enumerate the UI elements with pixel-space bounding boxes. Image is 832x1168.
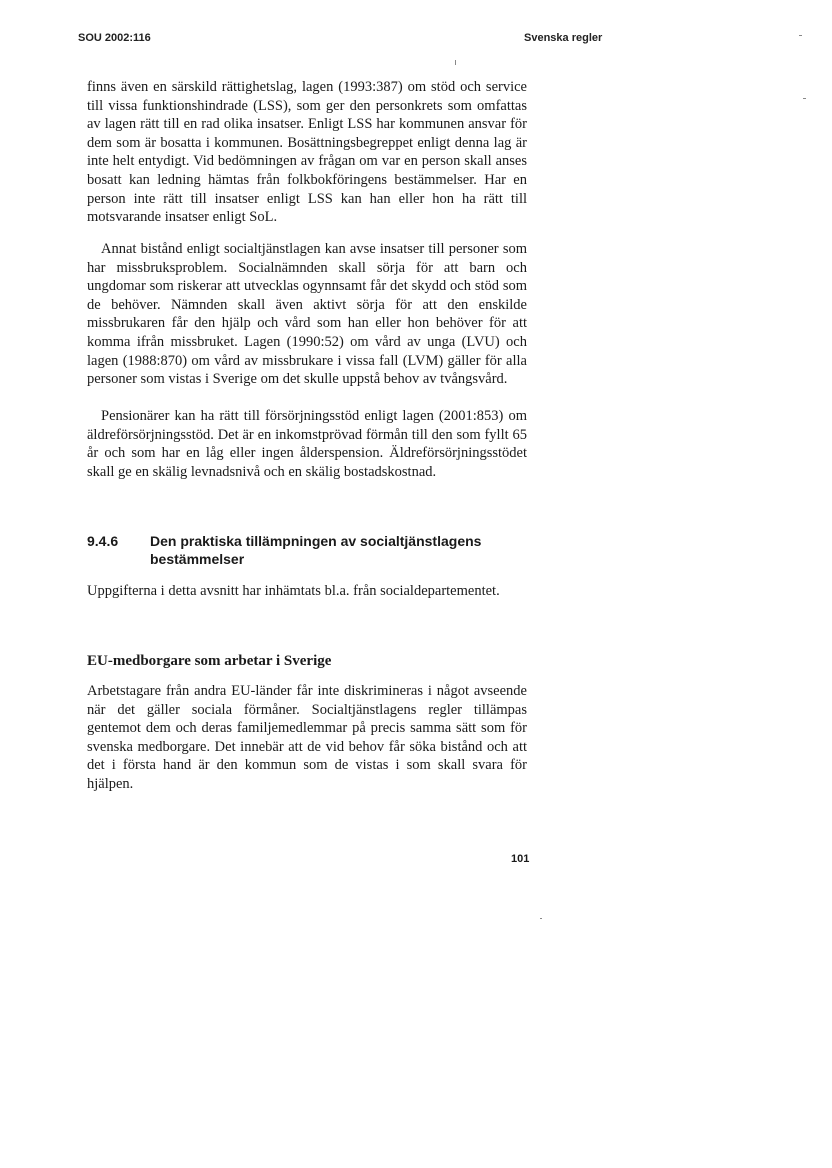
running-header-left: SOU 2002:116	[78, 32, 151, 44]
section-title: Den praktiska tillämpningen av socialtjänstlagens bestämmelser	[150, 533, 482, 567]
section-number: 9.4.6	[87, 533, 119, 549]
running-header-right: Svenska regler	[524, 32, 603, 44]
body-paragraph: finns även en särskild rättighetslag, lagen (1993:387) om stöd och service till vissa funktionshindrade (LSS), som ger den personkrets som omfattas av lagen rätt till en rad olika insatser. Enligt LSS har kommunen ansvar för dem som är bosatta i kommunen. Bosättningsbegreppet enligt denna lag är inte helt entydigt. Vid bedömningen av frågan om var en person skall anses bosatt kan ledning hämtas från folkbokföringens bestämmelser. Har en person inte rätt till insatser enligt LSS kan han eller hon ha rätt till motsvarande insatser enligt SoL.	[87, 79, 527, 226]
scan-speck	[455, 60, 456, 65]
section-heading	[87, 532, 527, 568]
subsection-heading: EU-medborgare som arbetar i Sverige	[87, 653, 332, 669]
page-number: 101	[511, 853, 530, 865]
body-paragraph: Pensionärer kan ha rätt till försörjningsstöd enligt lagen (2001:853) om äldreförsörjningsstöd. Det är en inkomstprövad förmån till den som fyllt 65 år och som har en låg eller ingen ålderspension. Äldreförsörjningsstödet skall ge en skälig levnadsnivå och en skälig bostadskostnad.	[87, 408, 527, 480]
scan-speck	[803, 98, 806, 99]
scan-speck	[540, 918, 542, 919]
subsection-paragraph: Arbetstagare från andra EU-länder får inte diskrimineras i något avseende när det gäller sociala förmåner. Socialtjänstlagens regler tillämpas gentemot dem och deras familjemedlemmar på precis samma sätt som för svenska medborgare. Det innebär att de vid behov får söka bistånd och att det i första hand är den kommun som de vistas i som skall svara för hjälpen.	[87, 683, 527, 792]
scan-speck	[799, 35, 802, 36]
body-paragraph: Annat bistånd enligt socialtjänstlagen kan avse insatser till personer som har missbruksproblem. Socialnämnden skall sörja för att barn och ungdomar som riskerar att utvecklas ogynnsamt får det skydd och stöd som de behöver. Nämnden skall även aktivt sörja för att den enskilde missbrukaren får den hjälp och vård som han eller hon behöver för att komma ifrån missbruket. Lagen (1990:52) om vård av unga (LVU) och lagen (1988:870) om vård av missbrukare i vissa fall (LVM) gäller för alla personer som vistas i Sverige om det skulle uppstå behov av tvångsvård.	[87, 241, 527, 388]
section-intro-paragraph: Uppgifterna i detta avsnitt har inhämtats bl.a. från socialdepartementet.	[87, 583, 500, 599]
